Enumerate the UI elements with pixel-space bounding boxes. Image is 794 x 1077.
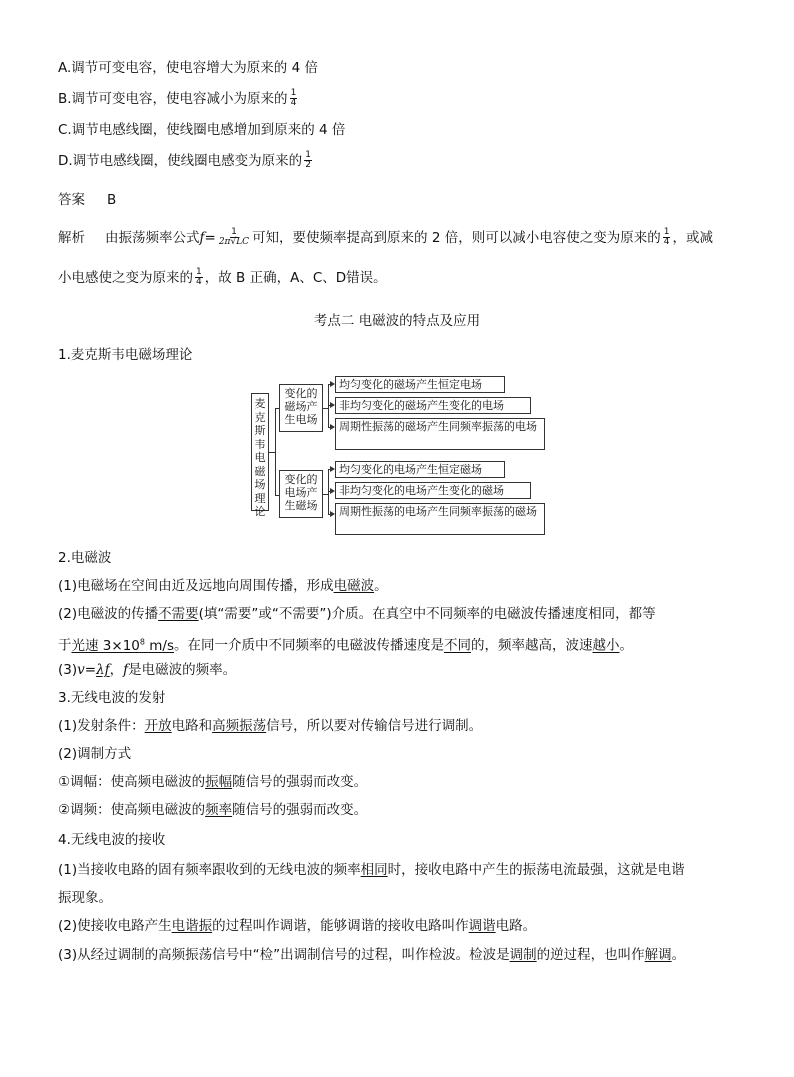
section-1-heading: 1.麦克斯韦电磁场理论	[58, 347, 193, 363]
fraction-numerator: 1	[663, 226, 670, 237]
analysis-text: ，故 B 正确，A、C、D错误。	[204, 270, 387, 286]
fraction	[195, 268, 203, 287]
answer-blank: 相同	[360, 862, 388, 878]
text: 于	[58, 637, 72, 654]
diagram-item: 非均匀变化的磁场产生变化的电场	[335, 397, 531, 414]
text: (1)发射条件：	[58, 718, 145, 734]
text: (1)电磁场在空间由近及远地向周围传播，形成	[58, 578, 334, 594]
diagram-item: 均匀变化的电场产生恒定磁场	[335, 461, 505, 478]
paragraph	[58, 660, 236, 680]
f-symbol: f	[199, 230, 205, 246]
answer-blank: 电磁波	[333, 578, 375, 594]
connector	[328, 384, 329, 428]
analysis-label: 解析	[58, 230, 85, 246]
text: 信号，所以要对传输信号进行调制。	[266, 718, 483, 734]
analysis-text: 小电感使之变为原来的	[58, 270, 193, 286]
answer-blank: 解调	[644, 947, 672, 963]
fraction-denominator: 4	[290, 97, 297, 108]
fraction	[290, 89, 298, 108]
fraction-numerator: 1	[305, 149, 311, 160]
paragraph	[58, 945, 685, 965]
paragraph	[58, 604, 656, 624]
analysis-line-1	[58, 228, 713, 248]
fraction-denominator: 2π√LC	[218, 236, 250, 247]
text: (3)从经过调制的高频振荡信号中“检”出调制信号的过程，叫作检波。检波是	[58, 947, 510, 963]
section-2-heading: 2.电磁波	[58, 550, 112, 566]
text: ，	[109, 662, 124, 678]
connector	[275, 408, 276, 496]
section-4-heading: 4.无线电波的接收	[58, 832, 166, 848]
diagram-branch-1: 变化的磁场产生电场	[279, 384, 323, 432]
text: =	[84, 662, 97, 678]
answer-blank: 电谐振	[171, 918, 213, 934]
paragraph: (2)调制方式	[58, 746, 132, 762]
text: m/s	[144, 637, 174, 654]
text: 的，频率越高，波速	[471, 637, 593, 654]
text: 的逆过程，也叫作	[536, 947, 645, 963]
answer-blank: 开放	[144, 718, 172, 734]
fraction	[663, 228, 671, 247]
fraction-denominator: 4	[663, 236, 670, 247]
answer-blank: 越小	[592, 637, 620, 654]
text: ②调频：使高频电磁波的	[58, 802, 206, 818]
text: 随信号的强弱而改变。	[232, 802, 368, 818]
diagram-item: 周期性振荡的电场产生同频率振荡的磁场	[335, 503, 545, 535]
answer-blank: λf	[96, 662, 110, 678]
text: (填“需要”或“不需要”)介质。在真空中不同频率的电磁波传播速度相同，都等	[198, 606, 656, 622]
analysis-text: 可知，要使频率提高到原来的 2 倍，则可以减小电容使之变为原来的	[252, 230, 661, 246]
text: 电路和	[171, 718, 213, 734]
option-c: C.调节电感线圈，使线圈电感增加到原来的 4 倍	[58, 122, 346, 138]
diagram-root: 麦克斯韦电磁场理论	[251, 393, 269, 511]
answer-blank: 高频振荡	[212, 718, 267, 734]
diagram-item: 均匀变化的磁场产生恒定电场	[335, 376, 505, 393]
option-b-text: B.调节可变电容，使电容减小为原来的	[58, 91, 288, 107]
fraction	[304, 151, 312, 170]
paragraph	[58, 716, 482, 736]
frequency-formula	[218, 228, 250, 247]
diagram-branch-2: 变化的电场产生磁场	[279, 470, 323, 518]
text: 时，接收电路中产生的振荡电流最强，这就是电谐	[387, 862, 685, 878]
paragraph: 振现象。	[58, 890, 112, 906]
text: (2)使接收电路产生	[58, 918, 172, 934]
f-symbol: f	[123, 662, 129, 678]
text: 随信号的强弱而改变。	[232, 774, 368, 790]
text: 。	[619, 637, 633, 654]
fraction-numerator: 1	[196, 266, 202, 277]
answer-blank: 调谐	[468, 918, 496, 934]
answer-blank: 频率	[205, 802, 233, 818]
answer-blank: 不同	[444, 637, 471, 654]
analysis-line-2	[58, 268, 387, 288]
text: 。	[374, 578, 388, 594]
option-d-text: D.调节电感线圈，使线圈电感变为原来的	[58, 153, 303, 169]
answer-value: B	[107, 192, 117, 208]
fraction-denominator: 4	[196, 276, 202, 287]
text: 光速 3×10	[71, 637, 140, 654]
text: (1)当接收电路的固有频率跟收到的无线电波的频率	[58, 862, 361, 878]
fraction-numerator: 1	[290, 87, 297, 98]
answer-blank	[72, 638, 175, 654]
text: (3)	[58, 662, 78, 678]
paragraph	[58, 632, 633, 656]
superscript: 8	[139, 637, 145, 646]
paragraph	[58, 800, 367, 820]
answer-blank: 不需要	[158, 606, 199, 622]
equals-sign: =	[204, 230, 216, 246]
section-3-heading: 3.无线电波的发射	[58, 690, 166, 706]
answer-line	[58, 190, 116, 210]
paragraph	[58, 576, 388, 596]
answer-label: 答案	[58, 192, 85, 208]
answer-blank: 振幅	[205, 774, 233, 790]
diagram-item: 周期性振荡的磁场产生同频率振荡的电场	[335, 418, 545, 450]
fraction-numerator: 1	[231, 226, 237, 237]
paragraph	[58, 860, 685, 880]
option-d	[58, 151, 314, 171]
fraction-denominator: 2	[305, 159, 311, 170]
text: 。	[671, 947, 686, 963]
option-a: A.调节可变电容，使电容增大为原来的 4 倍	[58, 60, 318, 76]
answer-blank: 调制	[509, 947, 537, 963]
text: 是电磁波的频率。	[128, 662, 237, 678]
text: ①调幅：使高频电磁波的	[58, 774, 206, 790]
option-b	[58, 89, 299, 109]
v-symbol: v	[77, 662, 85, 678]
paragraph	[58, 916, 536, 936]
paragraph	[58, 772, 367, 792]
diagram-item: 非均匀变化的电场产生变化的磁场	[335, 482, 531, 499]
text: 。在同一介质中不同频率的电磁波传播速度是	[174, 637, 444, 654]
analysis-text: ，或减	[672, 230, 713, 246]
text: 电路。	[495, 918, 537, 934]
analysis-text: 由振荡频率公式	[105, 230, 200, 246]
connector	[328, 469, 329, 515]
text: (2)电磁波的传播	[58, 606, 159, 622]
section-title: 考点二 电磁波的特点及应用	[313, 313, 481, 329]
text: 的过程叫作调谐，能够调谐的接收电路叫作	[212, 918, 469, 934]
